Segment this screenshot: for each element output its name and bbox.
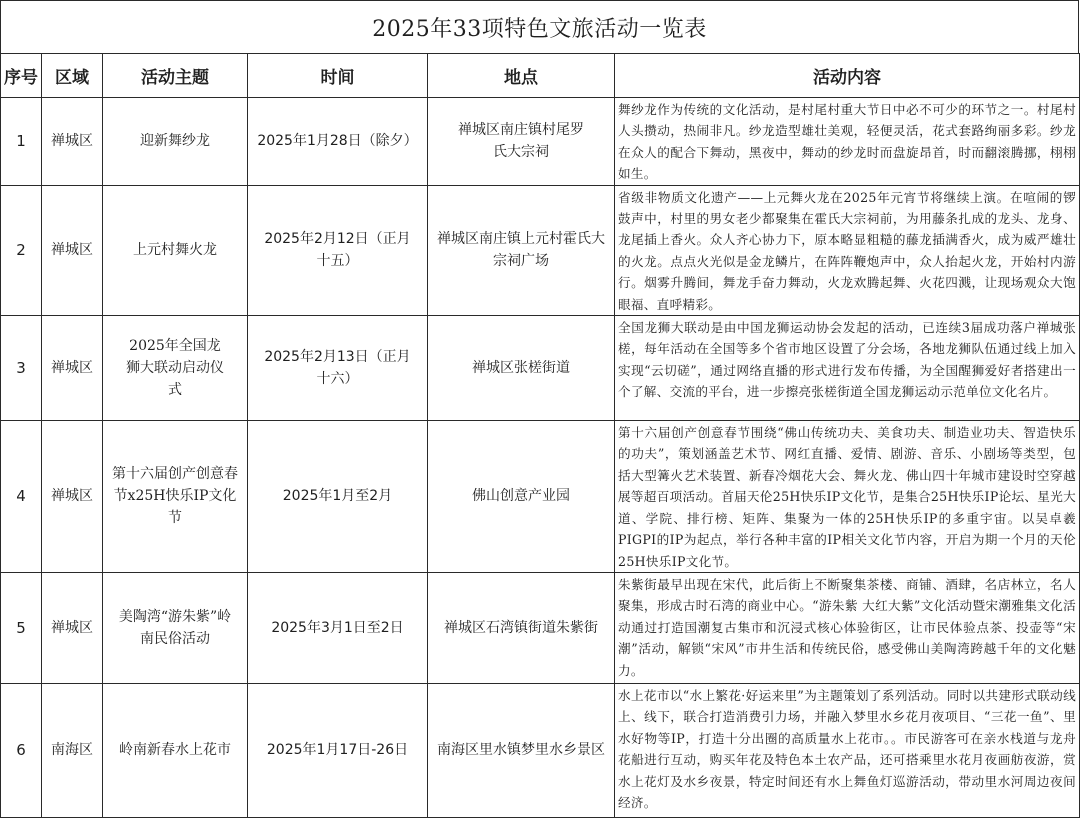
header-theme: 活动主题	[103, 54, 248, 98]
cell-place: 禅城区石湾镇街道朱紫街	[428, 572, 615, 683]
cell-time: 2025年1月17日-26日	[248, 683, 428, 817]
header-time: 时间	[248, 54, 428, 98]
activity-table	[0, 53, 1080, 818]
cell-place: 南海区里水镇梦里水乡景区	[428, 683, 615, 817]
cell-theme: 第十六届创产创意春节x25H快乐IP文化节	[103, 421, 248, 573]
cell-area: 禅城区	[42, 421, 103, 573]
table-row	[1, 316, 1080, 421]
cell-place: 禅城区张槎街道	[428, 316, 615, 421]
cell-content: 第十六届创产创意春节围绕“佛山传统功夫、美食功夫、制造业功夫、智造快乐的功夫”，策划涵盖艺术节、网红直播、爱情、剧游、音乐、小剧场等类型，包括大型篝火艺术装置、新春冷烟花大会、舞火龙、佛山四十年城市建设时空穿越展等超百项活动。首届天伦25H快乐IP文化节，是集合25H快乐IP论坛、星光大道、学院、排行榜、矩阵、集聚为一体的25H快乐IP的多重宇宙。以吴卓羲PIGPI的IP为起点，举行各种丰富的IP相关文化节内容，开启为期一个月的天伦25H快乐IP文化节。	[615, 421, 1080, 573]
header-content: 活动内容	[615, 54, 1080, 98]
cell-theme: 迎新舞纱龙	[103, 98, 248, 186]
cell-content: 全国龙狮大联动是由中国龙狮运动协会发起的活动，已连续3届成功落户禅城张槎，每年活动在全国等多个省市地区设置了分会场，各地龙狮队伍通过线上加入实现“云切磋”，通过网络直播的形式进行发布传播，为全国醒狮爱好者搭建出一个了解、交流的平台，进一步擦亮张槎街道全国龙狮运动示范单位文化名片。	[615, 316, 1080, 421]
cell-content: 省级非物质文化遗产——上元舞火龙在2025年元宵节将继续上演。在喧闹的锣鼓声中，村里的男女老少都聚集在霍氏大宗祠前，为用藤条扎成的龙头、龙身、龙尾插上香火。众人齐心协力下，原本略显粗糙的藤龙插满香火，成为威严雄壮的火龙。点点火光似是金龙鳞片，在阵阵鞭炮声中，众人抬起火龙，开始村内游行。烟雾升腾间，舞龙手奋力舞动，火龙欢腾起舞、火花四溅，让现场观众大饱眼福、直呼精彩。	[615, 185, 1080, 315]
header-area: 区域	[42, 54, 103, 98]
sheet-title: 2025年33项特色文旅活动一览表	[0, 0, 1079, 53]
table-row	[1, 421, 1080, 573]
cell-no: 1	[1, 98, 42, 186]
cell-area: 南海区	[42, 683, 103, 817]
cell-area: 禅城区	[42, 98, 103, 186]
cell-place: 佛山创意产业园	[428, 421, 615, 573]
cell-content: 舞纱龙作为传统的文化活动，是村尾村重大节日中必不可少的环节之一。村尾村人头攒动，热闹非凡。纱龙造型雄壮美观，轻便灵活，花式套路绚丽多彩。纱龙在众人的配合下舞动，黑夜中，舞动的纱龙时而盘旋昂首，时而翻滚腾挪，栩栩如生。	[615, 98, 1080, 186]
cell-no: 2	[1, 185, 42, 315]
cell-time: 2025年3月1日至2日	[248, 572, 428, 683]
header-no: 序号	[1, 54, 42, 98]
table-row	[1, 683, 1080, 817]
cell-place: 禅城区南庄镇村尾罗氏大宗祠	[428, 98, 615, 186]
cell-no: 3	[1, 316, 42, 421]
cell-time: 2025年1月28日（除夕）	[248, 98, 428, 186]
table-row	[1, 185, 1080, 315]
cell-theme: 上元村舞火龙	[103, 185, 248, 315]
cell-area: 禅城区	[42, 316, 103, 421]
cell-no: 6	[1, 683, 42, 817]
cell-area: 禅城区	[42, 185, 103, 315]
cell-theme: 美陶湾“游朱紫”岭南民俗活动	[103, 572, 248, 683]
cell-time: 2025年2月12日（正月十五）	[248, 185, 428, 315]
cell-no: 4	[1, 421, 42, 573]
table-row	[1, 572, 1080, 683]
cell-no: 5	[1, 572, 42, 683]
header-row	[1, 54, 1080, 98]
cell-area: 禅城区	[42, 572, 103, 683]
cell-content: 朱紫街最早出现在宋代，此后街上不断聚集茶楼、商铺、酒肆，名店林立，名人聚集，形成古时石湾的商业中心。“游朱紫 大红大紫”文化活动暨宋潮雅集文化活动通过打造国潮复古集市和沉浸式核心体验街区，让市民体验点茶、投壶等“宋潮”活动，解锁“宋风”市井生活和传统民俗，感受佛山美陶湾跨越千年的文化魅力。	[615, 572, 1080, 683]
cell-place: 禅城区南庄镇上元村霍氏大宗祠广场	[428, 185, 615, 315]
cell-theme: 2025年全国龙狮大联动启动仪式	[103, 316, 248, 421]
cell-content: 水上花市以“水上繁花·好运来里”为主题策划了系列活动。同时以共建形式联动线上、线下，联合打造消费引力场，并融入梦里水乡花月夜项目、“三花一鱼”、里水好物等IP，打造十分出圈的高质量水上花市。。市民游客可在亲水栈道与龙舟花船进行互动，购买年花及特色本土农产品，还可搭乘里水花月夜画舫夜游，赏水上花灯及水乡夜景，特定时间还有水上舞鱼灯巡游活动，带动里水河周边夜间经济。	[615, 683, 1080, 817]
table-row	[1, 98, 1080, 186]
cell-time: 2025年1月至2月	[248, 421, 428, 573]
cell-theme: 岭南新春水上花市	[103, 683, 248, 817]
cell-time: 2025年2月13日（正月十六）	[248, 316, 428, 421]
header-place: 地点	[428, 54, 615, 98]
